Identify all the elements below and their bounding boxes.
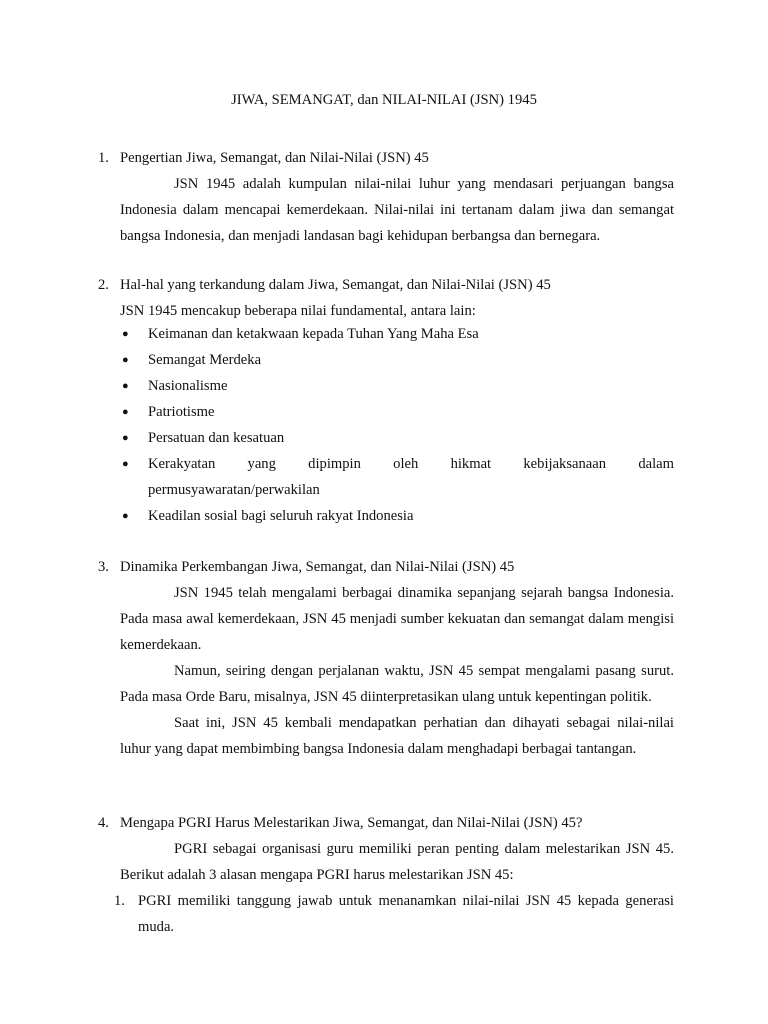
- reason-list: [98, 888, 674, 940]
- paragraph: Saat ini, JSN 45 kembali mendapatkan perhatian dan dihayati sebagai nilai-nilai luhur yang dapat membimbing bangsa Indonesia dalam menghadapi berbagai tantangan.: [120, 715, 674, 757]
- list-item: [122, 503, 674, 529]
- section-number: 3.: [98, 559, 109, 575]
- paragraph: PGRI sebagai organisasi guru memiliki peran penting dalam melestarikan JSN 45. Berikut adalah 3 alasan mengapa PGRI harus melestarikan JSN 45:: [120, 841, 674, 883]
- paragraph: JSN 1945 adalah kumpulan nilai-nilai luhur yang mendasari perjuangan bangsa Indonesia dalam mencapai kemerdekaan. Nilai-nilai ini tertanam dalam jiwa dan semangat bangsa Indonesia, dan menjadi landasan bagi kehidupan berbangsa dan bernegara.: [120, 176, 674, 244]
- list-item-text: Patriotisme: [148, 404, 215, 420]
- bullet-icon: ●: [122, 458, 129, 470]
- list-item-text: Keimanan dan ketakwaan kepada Tuhan Yang Maha Esa: [148, 326, 479, 342]
- list-item-text: Kerakyatan yang dipimpin oleh hikmat kebijaksanaan dalam permusyawaratan/perwakilan: [148, 456, 674, 498]
- list-item-text: Keadilan sosial bagi seluruh rakyat Indonesia: [148, 508, 414, 524]
- bullet-icon: ●: [122, 510, 129, 522]
- bullet-icon: ●: [122, 380, 129, 392]
- section-1: [98, 148, 674, 249]
- list-item-text: Semangat Merdeka: [148, 352, 262, 368]
- bullet-icon: ●: [122, 328, 129, 340]
- section-4: [98, 813, 674, 940]
- list-item-number: 1.: [114, 893, 125, 909]
- section-heading-text: Mengapa PGRI Harus Melestarikan Jiwa, Semangat, dan Nilai-Nilai (JSN) 45?: [120, 815, 583, 831]
- list-item: [122, 347, 674, 373]
- section-3: [98, 557, 674, 762]
- section-heading: [98, 148, 674, 168]
- document-title: JIWA, SEMANGAT, dan NILAI-NILAI (JSN) 1945: [231, 92, 537, 108]
- section-number: 2.: [98, 277, 109, 293]
- section-intro: JSN 1945 mencakup beberapa nilai fundamental, antara lain:: [120, 303, 476, 319]
- section-heading-text: Dinamika Perkembangan Jiwa, Semangat, dan Nilai-Nilai (JSN) 45: [120, 559, 515, 575]
- section-heading: [98, 813, 674, 833]
- bullet-icon: ●: [122, 432, 129, 444]
- value-list: [98, 321, 674, 529]
- section-2: [98, 275, 674, 529]
- bullet-icon: ●: [122, 406, 129, 418]
- list-item-text: PGRI memiliki tanggung jawab untuk menanamkan nilai-nilai JSN 45 kepada generasi muda.: [138, 893, 674, 935]
- bullet-icon: ●: [122, 354, 129, 366]
- section-heading: [98, 557, 674, 577]
- list-item: [122, 321, 674, 347]
- list-item-text: Nasionalisme: [148, 378, 228, 394]
- list-item-text: Persatuan dan kesatuan: [148, 430, 285, 446]
- list-item: [122, 399, 674, 425]
- section-number: 4.: [98, 815, 109, 831]
- paragraph: Namun, seiring dengan perjalanan waktu, JSN 45 sempat mengalami pasang surut. Pada masa Orde Baru, misalnya, JSN 45 diinterpretasikan ulang untuk kepentingan politik.: [120, 663, 674, 705]
- list-item: [122, 425, 674, 451]
- list-item: [114, 888, 674, 940]
- section-heading-text: Hal-hal yang terkandung dalam Jiwa, Semangat, dan Nilai-Nilai (JSN) 45: [120, 277, 551, 293]
- section-heading-text: Pengertian Jiwa, Semangat, dan Nilai-Nilai (JSN) 45: [120, 150, 429, 166]
- section-heading: [98, 275, 674, 295]
- paragraph: JSN 1945 telah mengalami berbagai dinamika sepanjang sejarah bangsa Indonesia. Pada masa awal kemerdekaan, JSN 45 menjadi sumber kekuatan dan semangat dalam mengisi kemerdekaan.: [120, 585, 674, 653]
- list-item: [122, 373, 674, 399]
- list-item: [122, 451, 674, 503]
- section-number: 1.: [98, 150, 109, 166]
